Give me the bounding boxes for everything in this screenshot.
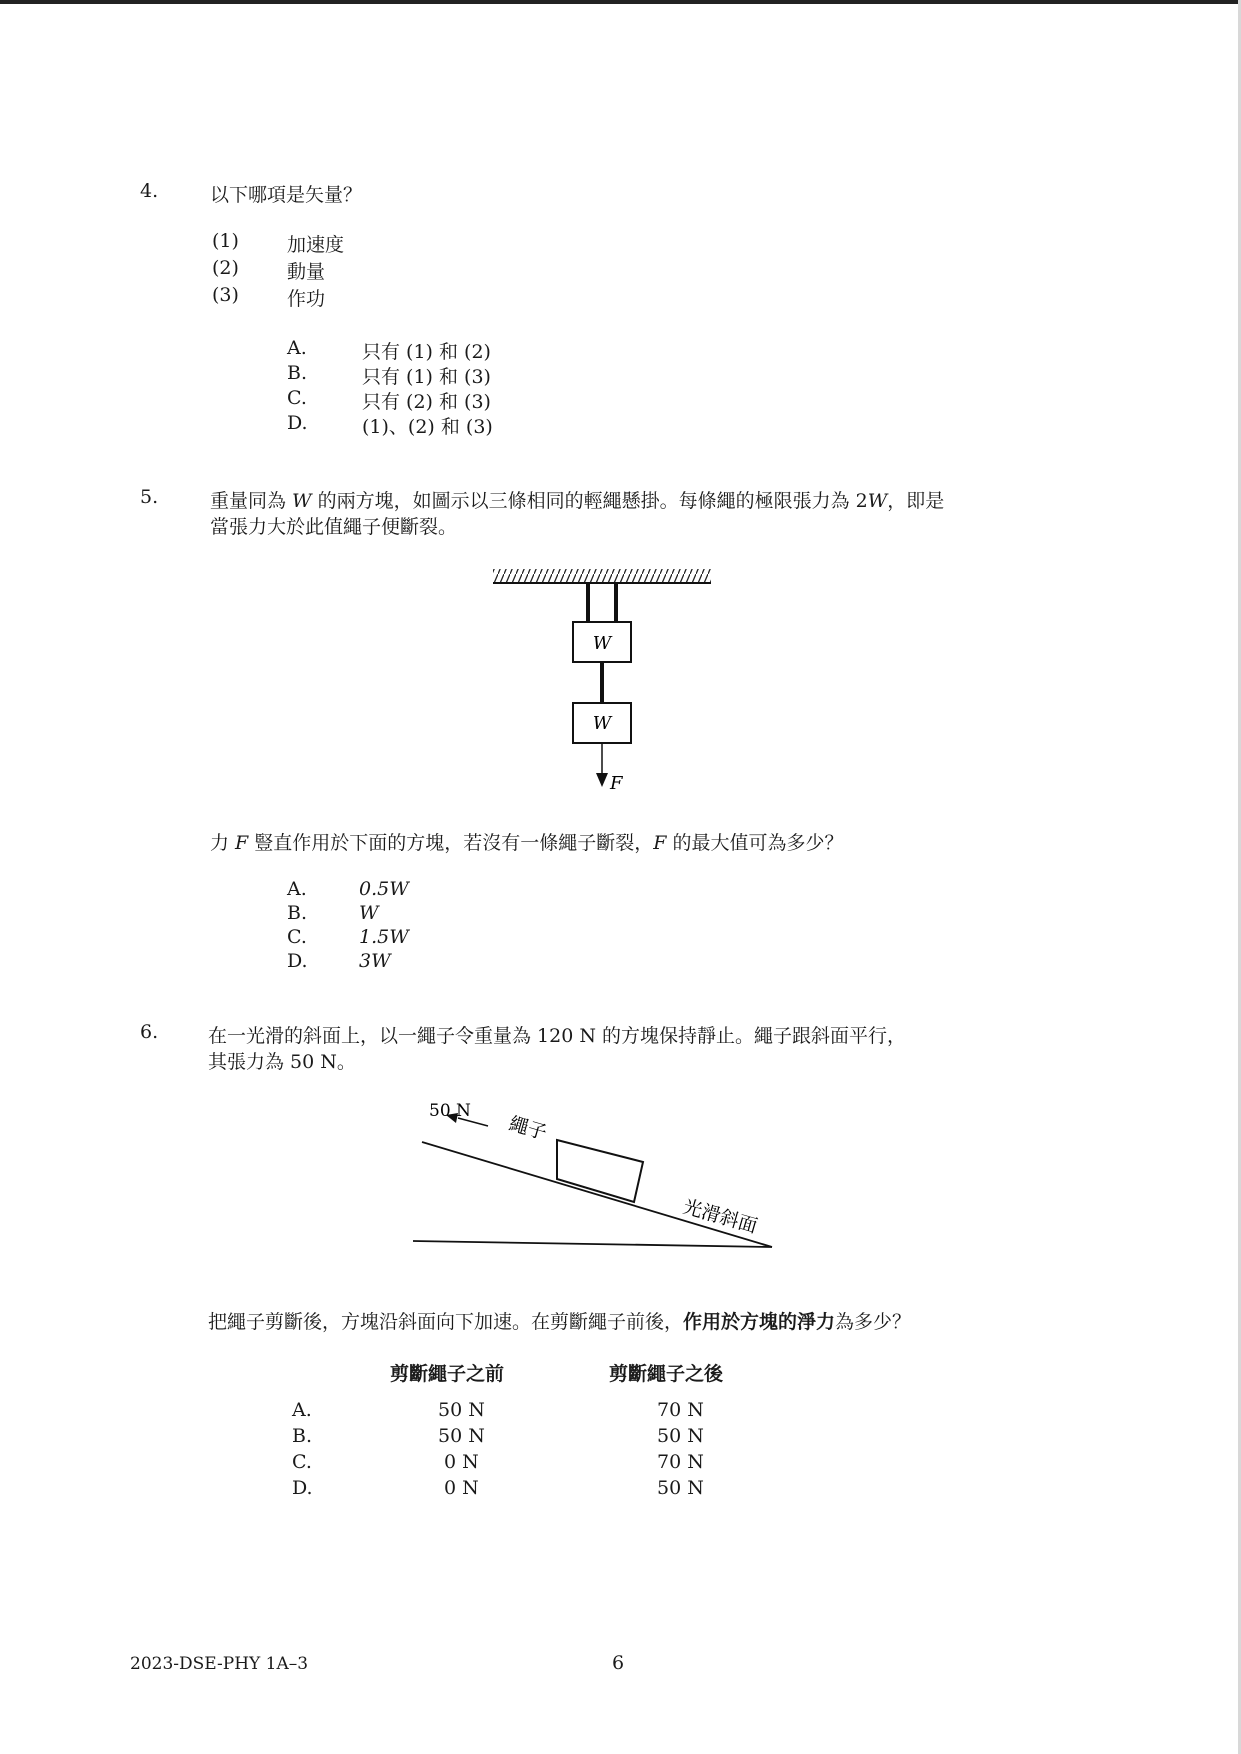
- question-number: 6.: [140, 1021, 159, 1043]
- page-number: 6: [612, 1652, 625, 1674]
- question-stem-line-1: [210, 486, 944, 513]
- option-letter: C.: [292, 1451, 312, 1473]
- force-arrow-head: [596, 773, 608, 787]
- question-stem: 以下哪項是矢量？: [210, 184, 363, 206]
- force-label: F: [610, 773, 623, 794]
- question-stem-line-2: 其張力為 50 N。: [208, 1051, 356, 1073]
- question-number: 4.: [140, 180, 159, 202]
- horizontal-ground: [413, 1241, 772, 1247]
- option-letter: A.: [292, 1399, 312, 1421]
- ceiling-hatching: [493, 569, 711, 583]
- option-text: (1)、(2) 和 (3): [362, 416, 493, 438]
- option-letter: C.: [287, 926, 307, 948]
- option-letter: B.: [292, 1425, 313, 1447]
- stem-text: 重量同為: [210, 490, 293, 512]
- prompt-text: 豎直作用於下面的方塊，若沒有一條繩子斷裂，: [248, 832, 654, 854]
- stem-text: ，即是: [887, 490, 945, 512]
- option-letter: B.: [287, 362, 308, 384]
- option-text: 只有 (1) 和 (2): [362, 341, 491, 363]
- option-text: W: [359, 902, 379, 924]
- rope-label: 繩子: [506, 1112, 550, 1145]
- item-text: 動量: [287, 261, 326, 283]
- option-letter: D.: [287, 950, 308, 972]
- table-cell-after: 70 N: [657, 1451, 704, 1473]
- option-text: 1.5W: [359, 926, 409, 948]
- table-cell-after: 50 N: [657, 1477, 704, 1499]
- lower-block-label: W: [592, 713, 612, 734]
- option-letter: D.: [292, 1477, 313, 1499]
- option-text: 0.5W: [359, 878, 409, 900]
- table-header-before: 剪斷繩子之前: [390, 1363, 505, 1385]
- option-letter: D.: [287, 412, 308, 434]
- tension-label: 50 N: [429, 1101, 471, 1121]
- option-letter: B.: [287, 902, 308, 924]
- option-letter: C.: [287, 387, 307, 409]
- table-cell-before: 50 N: [438, 1399, 485, 1421]
- table-cell-after: 50 N: [657, 1425, 704, 1447]
- table-header-after: 剪斷繩子之後: [609, 1363, 724, 1385]
- table-cell-before: 50 N: [438, 1425, 485, 1447]
- option-letter: A.: [287, 337, 307, 359]
- stem-text: 的兩方塊，如圖示以三條相同的輕繩懸掛。每條繩的極限張力為 2: [311, 490, 868, 512]
- weight-symbol: W: [292, 490, 312, 512]
- option-text: 只有 (2) 和 (3): [362, 391, 491, 413]
- paper-code: 2023-DSE-PHY 1A–3: [130, 1654, 309, 1674]
- item-text: 加速度: [287, 234, 345, 256]
- weight-symbol: W: [867, 490, 888, 512]
- table-cell-before: 0 N: [444, 1477, 479, 1499]
- hanging-blocks-diagram: [480, 560, 730, 800]
- force-symbol: F: [653, 832, 667, 854]
- prompt-text: 為多少？: [835, 1311, 912, 1333]
- question-stem-line-2: 當張力大於此值繩子便斷裂。: [210, 516, 458, 538]
- question-stem-line-1: 在一光滑的斜面上，以一繩子令重量為 120 N 的方塊保持靜止。繩子跟斜面平行，: [208, 1025, 907, 1047]
- option-text: 3W: [359, 950, 391, 972]
- item-label: (3): [212, 284, 239, 306]
- option-text: 只有 (1) 和 (3): [362, 366, 491, 388]
- question-number: 5.: [140, 486, 159, 508]
- option-letter: A.: [287, 878, 307, 900]
- force-symbol: F: [235, 832, 249, 854]
- prompt-emphasis: 作用於方塊的淨力: [683, 1311, 836, 1333]
- prompt-text: 的最大值可為多少？: [666, 832, 844, 854]
- table-cell-before: 0 N: [444, 1451, 479, 1473]
- scan-top-edge: [0, 0, 1241, 4]
- table-cell-after: 70 N: [657, 1399, 704, 1421]
- upper-block-label: W: [592, 633, 612, 654]
- item-label: (1): [212, 230, 239, 252]
- prompt-text: 把繩子剪斷後，方塊沿斜面向下加速。在剪斷繩子前後，: [208, 1311, 684, 1333]
- question-prompt: [210, 828, 844, 855]
- block: [557, 1140, 643, 1202]
- question-prompt: [208, 1307, 911, 1334]
- inclined-plane-diagram: [400, 1100, 790, 1260]
- prompt-text: 力: [210, 832, 236, 854]
- item-label: (2): [212, 257, 239, 279]
- item-text: 作功: [287, 288, 326, 310]
- smooth-incline-label: 光滑斜面: [680, 1195, 760, 1238]
